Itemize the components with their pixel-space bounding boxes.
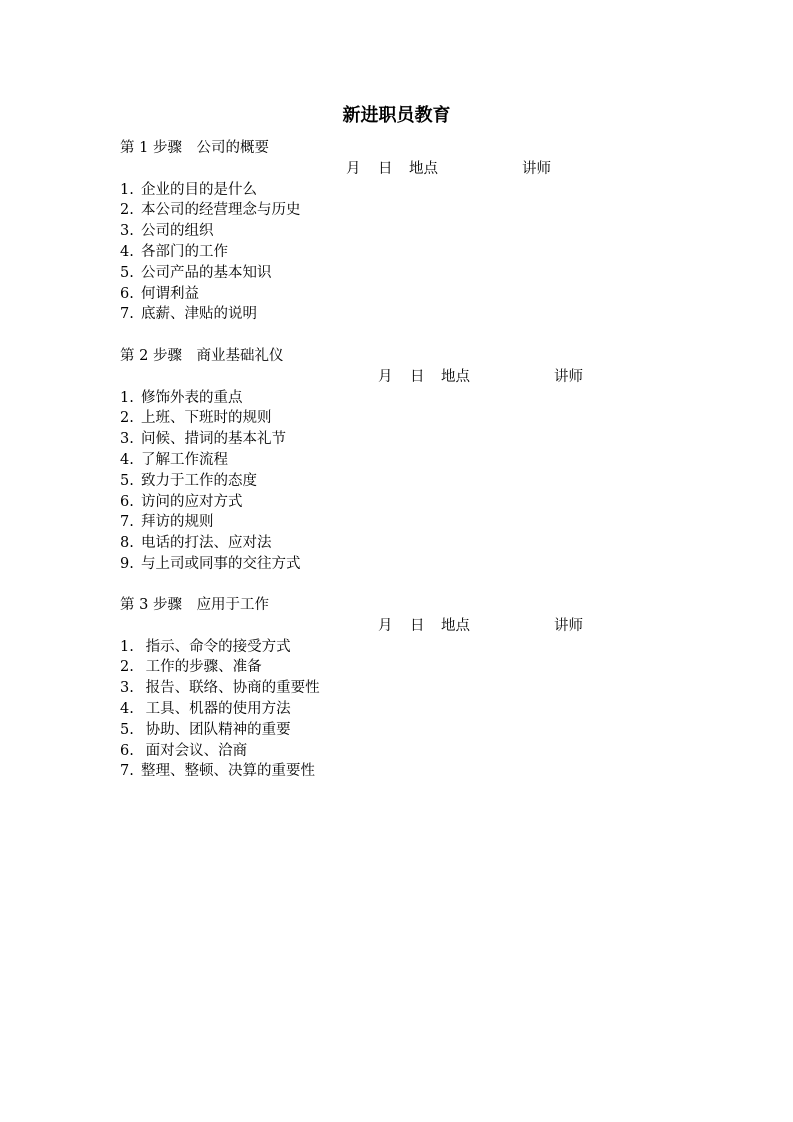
list-item: 2. 工作的步骤、准备 [120, 659, 262, 676]
step-label: 第 3 步骤 [120, 597, 182, 613]
list-item: 6. 何谓利益 [120, 285, 199, 302]
schedule-row [120, 367, 740, 388]
list-item: 3. 问候、措词的基本礼节 [120, 431, 286, 448]
section-heading [120, 595, 740, 616]
step-label: 第 1 步骤 [120, 140, 182, 156]
step-label: 第 2 步骤 [120, 348, 182, 364]
list-item: 4. 了解工作流程 [120, 451, 228, 468]
list-item: 4. 工具、机器的使用方法 [120, 700, 291, 717]
lecturer-label: 讲师 [522, 160, 551, 177]
list-item: 3. 公司的组织 [120, 223, 214, 240]
place-label: 地点 [441, 617, 470, 634]
place-label: 地点 [409, 160, 438, 177]
section-heading [120, 138, 740, 159]
list-item: 1. 企业的目的是什么 [120, 181, 257, 198]
list-item: 7. 整理、整顿、决算的重要性 [120, 763, 315, 780]
step-name: 应用于工作 [196, 597, 269, 613]
month-label: 月 [378, 368, 393, 385]
month-label: 月 [346, 160, 361, 177]
list-item: 5. 协助、团队精神的重要 [120, 721, 291, 738]
lecturer-label: 讲师 [554, 368, 583, 385]
day-label: 日 [378, 160, 393, 177]
schedule-row [120, 159, 740, 180]
list-item: 3. 报告、联络、协商的重要性 [120, 680, 320, 697]
section-step-1 [120, 138, 740, 325]
list-item: 9. 与上司或同事的交往方式 [120, 555, 301, 572]
list-item: 6. 面对会议、洽商 [120, 742, 248, 759]
list-item: 6. 访问的应对方式 [120, 493, 243, 510]
list-item: 1. 修饰外表的重点 [120, 389, 243, 406]
list-item: 7. 底薪、津贴的说明 [120, 306, 257, 323]
list-item: 5. 致力于工作的态度 [120, 472, 257, 489]
list-item: 1. 指示、命令的接受方式 [120, 638, 291, 655]
month-label: 月 [378, 617, 393, 634]
list-item: 7. 拜访的规则 [120, 514, 214, 531]
document-title: 新进职员教育 [342, 105, 451, 126]
step-name: 公司的概要 [196, 140, 269, 156]
section-heading [120, 346, 740, 367]
schedule-row [120, 616, 740, 637]
day-label: 日 [410, 368, 425, 385]
list-item: 5. 公司产品的基本知识 [120, 264, 272, 281]
list-item: 2. 本公司的经营理念与历史 [120, 202, 301, 219]
section-step-3 [120, 595, 740, 782]
list-item: 2. 上班、下班时的规则 [120, 410, 272, 427]
section-step-2 [120, 346, 740, 575]
day-label: 日 [410, 617, 425, 634]
step-name: 商业基础礼仪 [196, 348, 284, 364]
lecturer-label: 讲师 [554, 617, 583, 634]
list-item: 8. 电话的打法、应对法 [120, 535, 272, 552]
place-label: 地点 [441, 368, 470, 385]
list-item: 4. 各部门的工作 [120, 243, 228, 260]
